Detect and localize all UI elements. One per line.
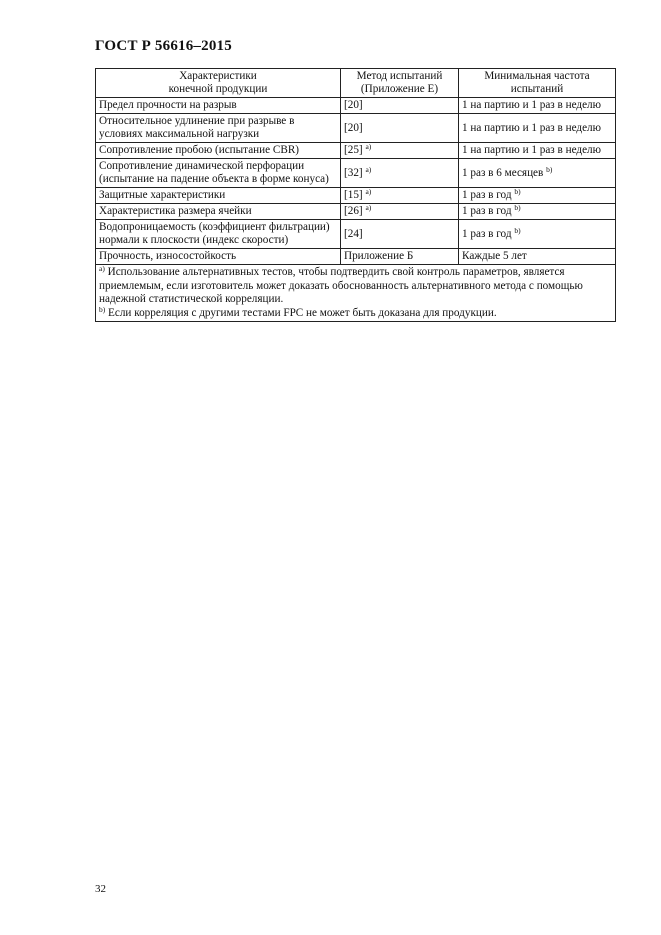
frequency-value: 1 раз в год bbox=[462, 205, 512, 217]
method-ref: [26] bbox=[344, 205, 363, 217]
frequency-value: Каждые 5 лет bbox=[462, 250, 527, 262]
characteristic-cell: Сопротивление динамической перфорации (испытание на падение объекта в форме конуса) bbox=[96, 159, 341, 188]
test-frequency-table bbox=[95, 68, 616, 322]
table-row bbox=[96, 159, 616, 188]
frequency-cell bbox=[459, 220, 616, 249]
table-row bbox=[96, 98, 616, 114]
frequency-cell bbox=[459, 159, 616, 188]
characteristic-cell: Предел прочности на разрыв bbox=[96, 98, 341, 114]
document-title: ГОСТ Р 56616–2015 bbox=[95, 38, 232, 54]
characteristic-cell: Сопротивление пробою (испытание CBR) bbox=[96, 143, 341, 159]
column-header-line: испытаний bbox=[510, 83, 564, 95]
column-header-line: Метод испытаний bbox=[356, 70, 443, 82]
footnote-b bbox=[99, 304, 612, 321]
frequency-value: 1 на партию и 1 раз в неделю bbox=[462, 144, 602, 156]
method-ref: [32] bbox=[344, 166, 363, 179]
frequency-value: 1 на партию и 1 раз в неделю bbox=[462, 99, 602, 111]
table-row bbox=[96, 114, 616, 143]
frequency-value: 1 на партию и 1 раз в неделю bbox=[462, 121, 602, 134]
table-row bbox=[96, 220, 616, 249]
characteristic-cell: Относительное удлинение при разрыве в условиях максимальной нагрузки bbox=[96, 114, 341, 143]
column-header-line: (Приложение Е) bbox=[360, 83, 439, 95]
frequency-cell bbox=[459, 188, 616, 204]
footnote-ref: b) bbox=[514, 187, 521, 196]
column-header-line: Характеристики bbox=[179, 70, 257, 82]
footnotes-cell bbox=[96, 265, 616, 322]
footnote-text: Если корреляция с другими тестами FPC не может быть доказана для продукции. bbox=[105, 306, 497, 319]
method-cell bbox=[341, 204, 459, 220]
footnotes-row bbox=[96, 265, 616, 322]
column-header-characteristic bbox=[96, 69, 341, 98]
method-ref: Приложение Б bbox=[344, 250, 414, 262]
method-cell bbox=[341, 98, 459, 114]
method-cell bbox=[341, 249, 459, 265]
method-ref: [24] bbox=[344, 227, 363, 240]
frequency-cell bbox=[459, 143, 616, 159]
column-header-frequency bbox=[459, 69, 616, 98]
characteristic-cell: Характеристика размера ячейки bbox=[96, 204, 341, 220]
characteristic-cell: Водопроницаемость (коэффициент фильтрации) нормали к плоскости (индекс скорости) bbox=[96, 220, 341, 249]
method-ref: [15] bbox=[344, 189, 363, 201]
method-cell bbox=[341, 114, 459, 143]
column-header-line: Минимальная частота bbox=[484, 70, 590, 82]
method-cell bbox=[341, 220, 459, 249]
footnote-ref: a) bbox=[365, 203, 372, 212]
method-ref: [25] bbox=[344, 144, 363, 156]
table-row bbox=[96, 249, 616, 265]
footnote-ref: a) bbox=[365, 187, 372, 196]
table-row bbox=[96, 143, 616, 159]
frequency-cell bbox=[459, 249, 616, 265]
table-row bbox=[96, 188, 616, 204]
page-number: 32 bbox=[95, 883, 106, 895]
footnote-ref: b) bbox=[546, 164, 553, 174]
frequency-cell bbox=[459, 204, 616, 220]
frequency-cell bbox=[459, 114, 616, 143]
method-cell bbox=[341, 188, 459, 204]
footnote-text: Использование альтернативных тестов, чтобы подтвердить свой контроль параметров, является приемлемым, если изготовитель может доказать обоснованность альтернативного метода с помощью надежной статистической корреляции. bbox=[99, 266, 583, 305]
footnote-a bbox=[99, 266, 612, 307]
frequency-value: 1 раз в год bbox=[462, 189, 512, 201]
footnote-mark: b) bbox=[99, 304, 106, 314]
characteristic-cell: Защитные характеристики bbox=[96, 188, 341, 204]
table-row bbox=[96, 204, 616, 220]
frequency-cell bbox=[459, 98, 616, 114]
method-cell bbox=[341, 159, 459, 188]
method-ref: [20] bbox=[344, 99, 363, 111]
characteristic-cell: Прочность, износостойкость bbox=[96, 249, 341, 265]
column-header-line: конечной продукции bbox=[168, 83, 268, 95]
column-header-method bbox=[341, 69, 459, 98]
footnote-ref: a) bbox=[365, 164, 372, 174]
method-ref: [20] bbox=[344, 121, 363, 134]
footnote-mark: a) bbox=[99, 264, 105, 273]
method-cell bbox=[341, 143, 459, 159]
frequency-value: 1 раз в год bbox=[462, 227, 512, 240]
footnote-ref: b) bbox=[514, 203, 521, 212]
footnote-ref: a) bbox=[365, 142, 372, 151]
frequency-value: 1 раз в 6 месяцев bbox=[462, 166, 544, 179]
table-header-row bbox=[96, 69, 616, 98]
footnote-ref: b) bbox=[514, 225, 521, 235]
